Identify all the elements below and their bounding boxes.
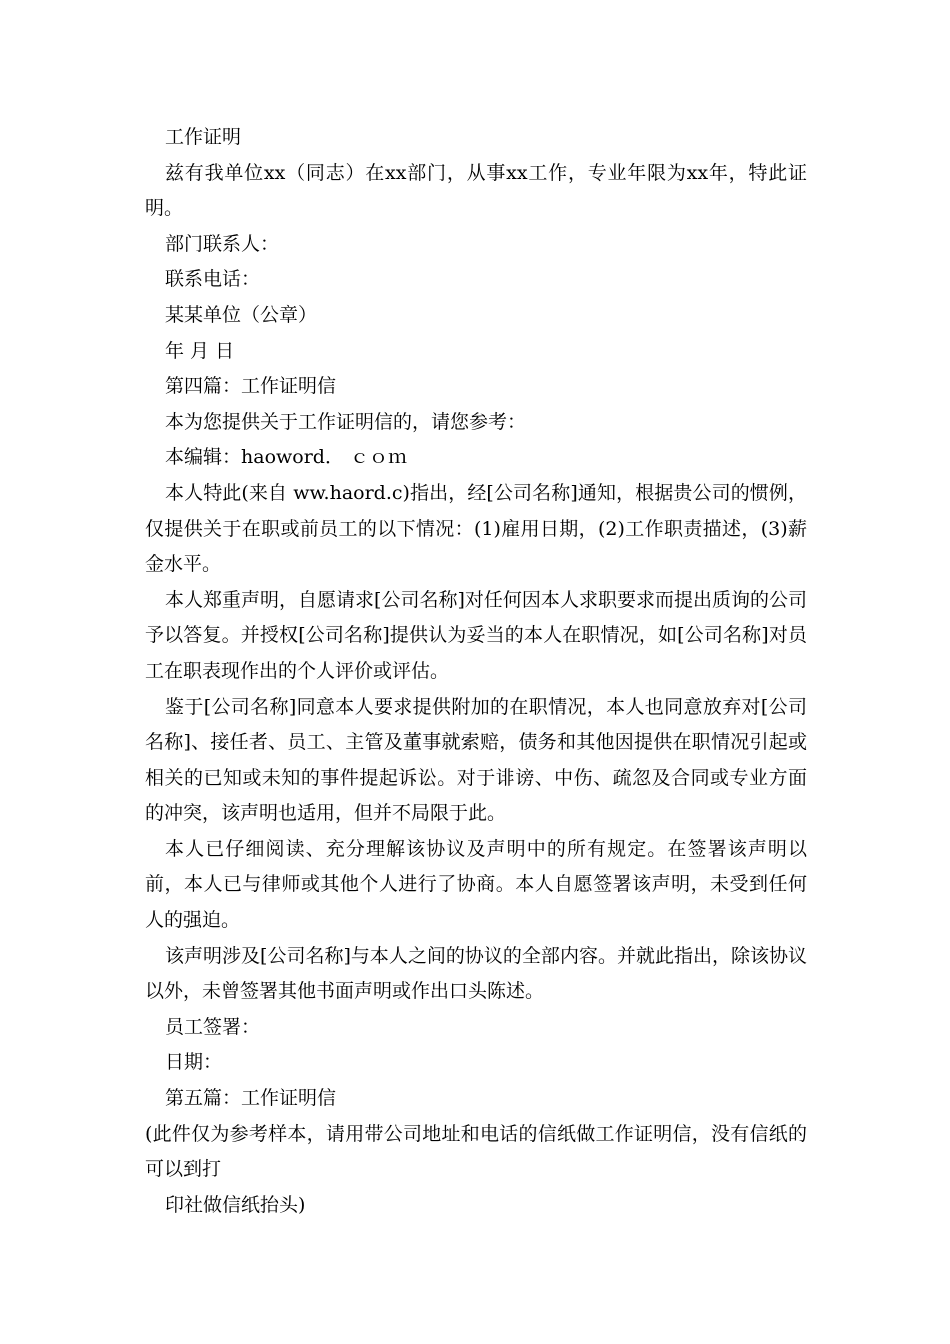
contact-phone-label: 联系电话： — [165, 268, 261, 291]
body-paragraph-acknowledgement: 本人已仔细阅读、充分理解该协议及声明中的所有规定。在签署该声明以前，本人已与律师或其他个人进行了协商。本人自愿签署该声明，未受到任何人的强迫。 — [145, 837, 807, 932]
editor-line: 本编辑：haoword． ｃｏｍ — [165, 446, 407, 469]
certificate-statement: 兹有我单位xx（同志）在xx部门，从事xx工作，专业年限为xx年，特此证明。 — [145, 161, 807, 220]
heading-work-certificate: 工作证明 — [165, 126, 242, 148]
section-four-title: 第四篇：工作证明信 — [165, 375, 337, 398]
date-line: 年 月 日 — [165, 339, 235, 362]
intro-paragraph: 本为您提供关于工作证明信的，请您参考： — [165, 410, 527, 433]
employee-signature-label: 员工签署： — [165, 1015, 261, 1038]
company-seal-label: 某某单位（公章） — [165, 303, 318, 326]
department-contact-label: 部门联系人： — [165, 232, 280, 255]
sample-note-continued: 印社做信纸抬头) — [165, 1193, 306, 1216]
signature-date-label: 日期： — [165, 1051, 223, 1074]
document-body — [145, 120, 807, 1223]
body-paragraph-notice: 本人特此(来自 ww.haord.c)指出，经[公司名称]通知，根据贵公司的惯例，仅提供关于在职或前员工的以下情况：(1)雇用日期，(2)工作职责描述，(3)薪金水平。 — [145, 481, 807, 576]
section-five-title: 第五篇：工作证明信 — [165, 1087, 337, 1110]
body-paragraph-entire-agreement: 该声明涉及[公司名称]与本人之间的协议的全部内容。并就此指出，除该协议以外，未曾签署其他书面声明或作出口头陈述。 — [145, 944, 807, 1003]
body-paragraph-declaration: 本人郑重声明，自愿请求[公司名称]对任何因本人求职要求而提出质询的公司予以答复。并授权[公司名称]提供认为妥当的本人在职情况，如[公司名称]对员工在职表现作出的个人评价或评估。 — [145, 588, 807, 682]
sample-note: (此件仅为参考样本，请用带公司地址和电话的信纸做工作证明信，没有信纸的可以到打 — [145, 1122, 807, 1181]
body-paragraph-waiver: 鉴于[公司名称]同意本人要求提供附加的在职情况，本人也同意放弃对[公司名称]、接任者、员工、主管及董事就索赔，债务和其他因提供在职情况引起或相关的已知或未知的事件提起诉讼。对于诽谤、中伤、疏忽及合同或专业方面的冲突，该声明也适用，但并不局限于此。 — [145, 695, 807, 825]
